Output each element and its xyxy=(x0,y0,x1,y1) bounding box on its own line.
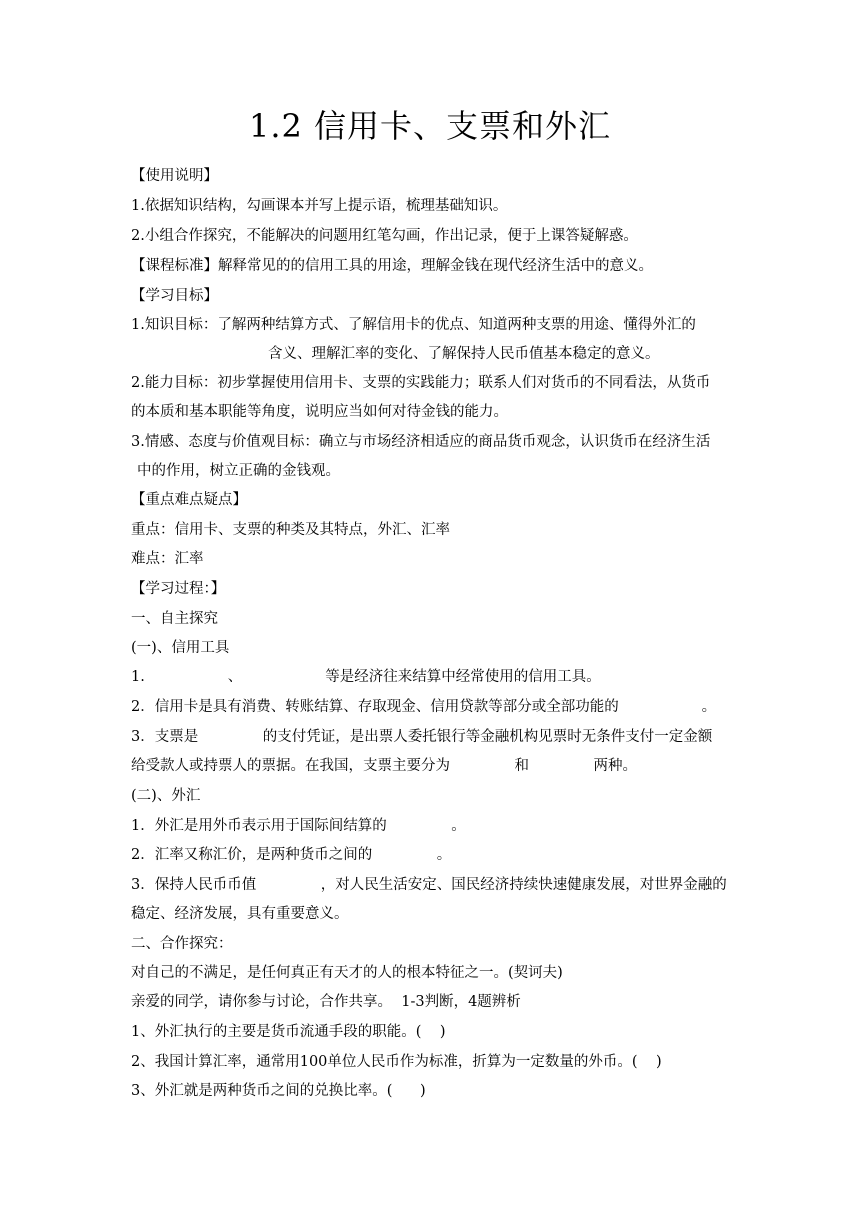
instructions: 亲爱的同学，请你参与讨论，合作共享。 1-3判断，4题辨析 xyxy=(131,994,521,1010)
body-line: 中的作用，树立正确的金钱观。 xyxy=(137,463,340,479)
body-line: 2.能力目标：初步掌握使用信用卡、支票的实践能力；联系人们对货币的不同看法，从货币 xyxy=(131,375,711,391)
section-heading-cooperation: 二、合作探究： xyxy=(131,936,233,952)
section-heading-process: 【学习过程：】 xyxy=(131,581,226,597)
section-heading-usage: 【使用说明】 xyxy=(131,168,218,184)
subsection-heading-credit-tools: (一)、信用工具 xyxy=(131,640,230,656)
fill-in-blank-item: 3．保持人民币币值 ，对人民生活安定、国民经济持续快速健康发展，对世界金融的 xyxy=(131,877,727,893)
body-line: 难点：汇率 xyxy=(131,551,204,567)
body-line: 稳定、经济发展，具有重要意义。 xyxy=(131,906,349,922)
fill-in-blank-item: 2．信用卡是具有消费、转账结算、存取现金、信用贷款等部分或全部功能的 。 xyxy=(131,699,717,715)
body-line: 1.依据知识结构，勾画课本并写上提示语，梳理基础知识。 xyxy=(131,198,508,214)
section-heading-goals: 【学习目标】 xyxy=(131,288,218,304)
body-line: 重点：信用卡、支票的种类及其特点，外汇、汇率 xyxy=(131,522,450,538)
subsection-heading-forex: (二)、外汇 xyxy=(131,788,201,804)
page-title: 1.2 信用卡、支票和外汇 xyxy=(248,107,612,145)
course-standard: 【课程标准】解释常见的的信用工具的用途，理解金钱在现代经济生活中的意义。 xyxy=(131,258,653,274)
fill-in-blank-item: 3．支票是 的支付凭证，是出票人委托银行等金融机构见票时无条件支付一定金额 xyxy=(131,729,713,745)
judgment-question: 2、我国计算汇率，通常用100单位人民币作为标准，折算为一定数量的外币。( ) xyxy=(131,1054,662,1070)
fill-in-blank-item: 2．汇率又称汇价，是两种货币之间的 。 xyxy=(131,847,452,863)
fill-in-blank-item: 1．外汇是用外币表示用于国际间结算的 。 xyxy=(131,818,466,834)
body-line: 2.小组合作探究，不能解决的问题用红笔勾画，作出记录，便于上课答疑解惑。 xyxy=(131,228,638,244)
section-heading-self-study: 一、自主探究 xyxy=(131,611,218,627)
section-heading-key-points: 【重点难点疑点】 xyxy=(131,492,247,508)
fill-in-blank-item: 1. 、 等是经济往来结算中经常使用的信用工具。 xyxy=(131,669,601,685)
body-line: 3.情感、态度与价值观目标：确立与市场经济相适应的商品货币观念，认识货币在经济生活 xyxy=(131,434,711,450)
body-line: 1.知识目标：了解两种结算方式、了解信用卡的优点、知道两种支票的用途、懂得外汇的 xyxy=(131,317,696,333)
judgment-question: 1、外汇执行的主要是货币流通手段的职能。( ) xyxy=(131,1024,446,1040)
judgment-question: 3、外汇就是两种货币之间的兑换比率。( ) xyxy=(131,1083,426,1099)
body-line: 的本质和基本职能等角度，说明应当如何对待金钱的能力。 xyxy=(131,404,508,420)
fill-in-blank-item: 给受款人或持票人的票据。在我国，支票主要分为 和 两种。 xyxy=(131,758,638,774)
quote: 对自己的不满足，是任何真正有天才的人的根本特征之一。(契诃夫) xyxy=(131,965,563,981)
body-line: 含义、理解汇率的变化、了解保持人民币值基本稳定的意义。 xyxy=(268,346,660,362)
